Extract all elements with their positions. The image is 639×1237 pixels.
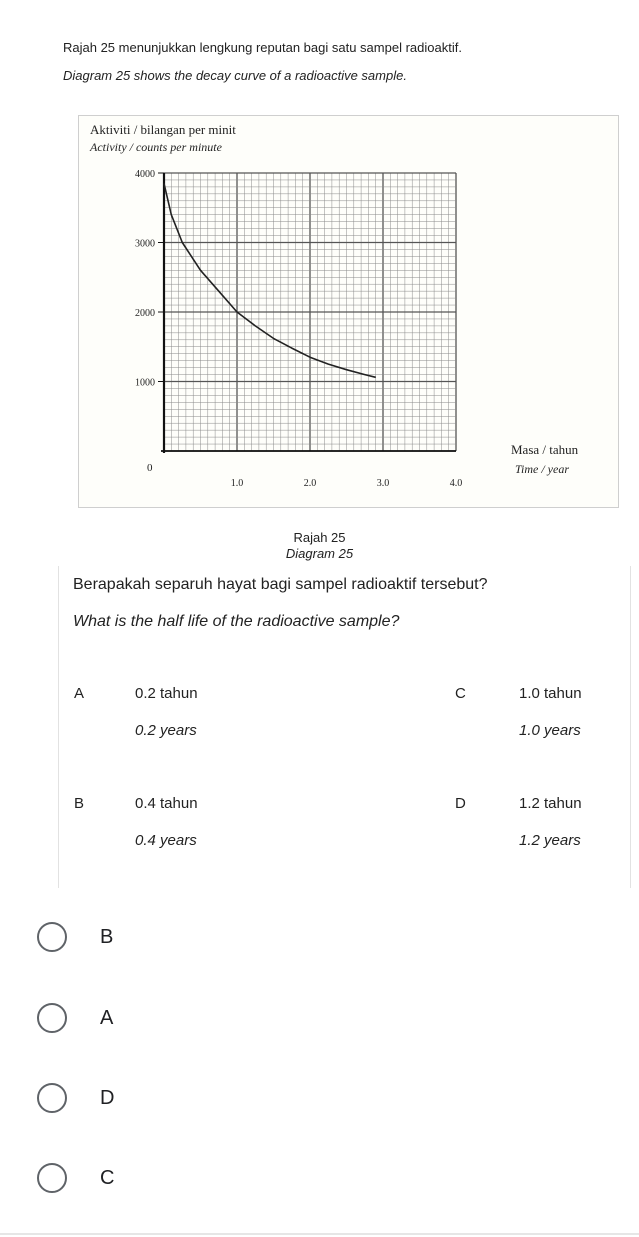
diagram-caption-english: Diagram 25 [285, 546, 354, 561]
option-a-text-english: 0.2 years [135, 722, 197, 739]
option-c-text-english: 1.0 years [519, 722, 581, 739]
bottom-divider [0, 1233, 639, 1235]
intro-text-english: Diagram 25 shows the decay curve of a radioactive sample. [63, 68, 407, 83]
choice-a-label: A [100, 1006, 114, 1029]
decay-chart-svg [79, 116, 620, 509]
intro-text-malay: Rajah 25 menunjukkan lengkung reputan bagi satu sampel radioaktif. [63, 40, 462, 55]
option-d-letter: D [455, 795, 466, 812]
question-text-malay: Berapakah separuh hayat bagi sampel radioaktif tersebut? [73, 576, 488, 593]
x-tick-label: 1.0 [230, 478, 244, 489]
option-b-text-english: 0.4 years [135, 832, 197, 849]
choice-b-radio[interactable] [0, 907, 639, 967]
y-tick-label: 1000 [135, 377, 155, 389]
option-c-letter: C [455, 685, 466, 702]
origin-label: 0 [147, 462, 153, 474]
diagram-caption-malay: Rajah 25 [293, 530, 346, 545]
x-tick-label: 4.0 [449, 478, 463, 489]
radio-circle-icon[interactable] [37, 1163, 67, 1193]
y-axis-label-malay: Aktiviti / bilangan per minit [90, 122, 236, 137]
choice-c-radio[interactable] [0, 1148, 639, 1208]
choice-d-radio[interactable] [0, 1068, 639, 1128]
x-tick-label: 2.0 [303, 478, 317, 489]
choice-c-label: C [100, 1166, 115, 1189]
radio-circle-icon[interactable] [37, 1083, 67, 1113]
radio-circle-icon[interactable] [37, 922, 67, 952]
option-d-text-malay: 1.2 tahun [519, 795, 582, 812]
choice-b-label: B [100, 925, 114, 948]
choice-d-label: D [100, 1086, 115, 1109]
y-tick-label: 4000 [135, 169, 155, 180]
choice-a-radio[interactable] [0, 988, 639, 1048]
option-a-letter: A [74, 685, 85, 702]
option-d-text-english: 1.2 years [519, 832, 581, 849]
option-b-text-malay: 0.4 tahun [135, 795, 198, 812]
y-axis-label-english: Activity / counts per minute [90, 140, 222, 154]
question-text-english: What is the half life of the radioactive sample? [73, 613, 400, 630]
x-axis-label-malay: Masa / tahun [511, 442, 579, 457]
x-axis-label-english: Time / year [515, 462, 569, 476]
option-b-letter: B [74, 795, 85, 812]
y-tick-label: 2000 [135, 308, 155, 319]
option-a-text-malay: 0.2 tahun [135, 685, 198, 702]
decay-chart [78, 115, 619, 508]
option-c-text-malay: 1.0 tahun [519, 685, 582, 702]
x-tick-label: 3.0 [376, 478, 390, 489]
decay-curve-line [164, 183, 376, 377]
y-tick-label: 3000 [135, 238, 155, 250]
radio-circle-icon[interactable] [37, 1003, 67, 1033]
